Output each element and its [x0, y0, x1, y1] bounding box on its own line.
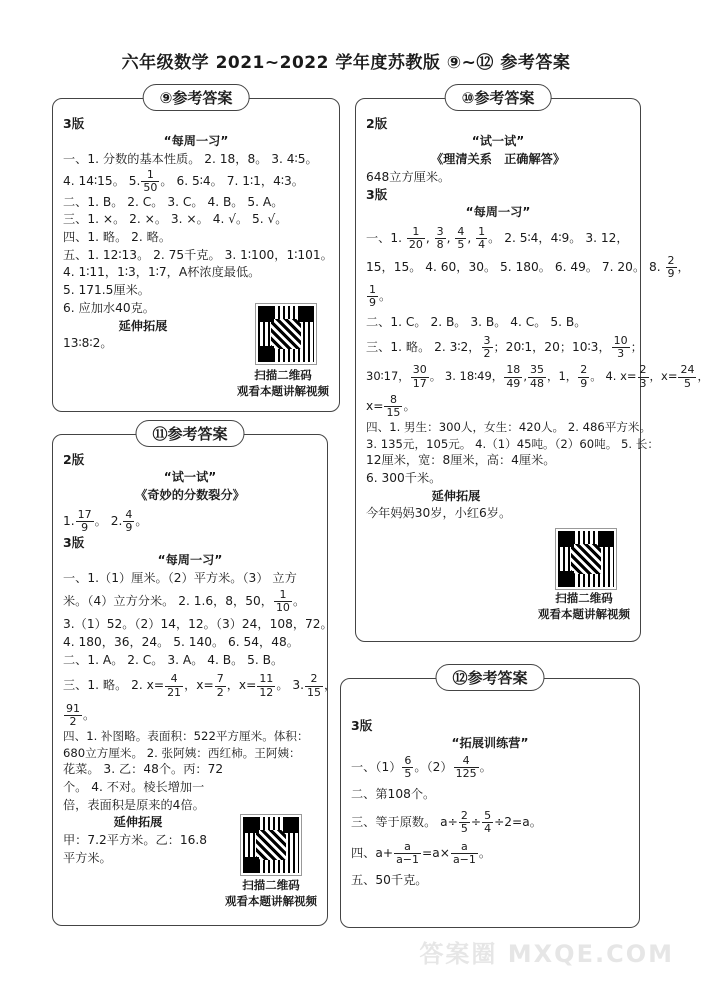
- answer-line: 倍，表面积是原来的4倍。: [63, 797, 205, 812]
- page-title: 六年级数学 2021~2022 学年度苏教版 ⑨~⑫ 参考答案: [121, 53, 571, 73]
- answer-line: 四、a+ $\frac{a}{a-1}$ =a× $\frac{a}{a-1}$ 。: [351, 839, 492, 866]
- fraction: $\frac{a}{a-1}$: [396, 839, 420, 866]
- answer-line: 二、1. C。 2. B。 3. B。 4. C。 5. B。: [366, 314, 587, 329]
- edition-label: 3版: [63, 534, 85, 550]
- answer-line: 甲：7.2平方米。乙：16.8: [63, 833, 208, 848]
- fraction: $\frac{35}{48}$: [529, 363, 544, 390]
- answer-line: 花菜。 3. 乙：48个。丙：72: [63, 762, 224, 777]
- edition-label: 3版: [351, 718, 373, 733]
- answer-line: 6. 应加水40克。: [63, 300, 155, 315]
- answer-line: 4. 180，36，24。 5. 140。 6. 54，48。: [63, 635, 299, 650]
- edition-label: 3版: [366, 187, 388, 203]
- answer-line: 三、1. 略。 2. 3∶2， $\frac{3}{2}$ ；20∶1，20；10∶3， $\frac{10}{3}$ ；: [366, 334, 643, 361]
- fraction: $\frac{1}{9}$: [369, 283, 376, 310]
- answer-line: 个。 4. 不对。棱长增加一: [63, 780, 205, 795]
- fraction: $\frac{4}{5}$: [457, 225, 465, 252]
- answer-line: 平方米。: [63, 850, 112, 865]
- answer-line: 二、1. A。 2. C。 3. A。 4. B。 5. B。: [63, 652, 284, 667]
- answer-line: 5. 171.5厘米。: [63, 283, 150, 298]
- answer-line: 四、1. 略。 2. 略。: [63, 230, 172, 245]
- edition-label: 3版: [63, 116, 85, 131]
- answer-line: 3.（1）52。（2）14，12。（3）24，108，72。: [63, 617, 333, 632]
- fraction: $\frac{8}{15}$: [386, 392, 401, 419]
- edition-label: 2版: [63, 452, 85, 467]
- fraction: $\frac{7}{2}$: [216, 672, 224, 699]
- fraction: $\frac{2}{9}$: [580, 363, 588, 390]
- panel-header-12: ⑫参考答案: [435, 664, 544, 691]
- answer-line: x= $\frac{8}{15}$ 。: [366, 392, 416, 419]
- section-title: “拓展训练营”: [451, 736, 529, 751]
- qr-code[interactable]: [556, 529, 616, 589]
- section-title: “每周一习”: [163, 134, 229, 149]
- answer-line: 3. 135元，105元。 4.（1）45吨。（2）60吨。 5. 长：: [366, 436, 659, 451]
- fraction: $\frac{10}{3}$: [613, 334, 628, 361]
- answer-line: 五、50千克。: [351, 873, 428, 888]
- answer-line: 13∶8∶2。: [63, 336, 113, 351]
- answer-panel-12: [340, 669, 640, 928]
- section-title: “试一试”: [471, 134, 525, 149]
- answer-line: 一、（1） $\frac{6}{5}$ 。（2） $\frac{4}{125}$ 。: [351, 753, 492, 780]
- answer-line: 五、1. 12∶13。 2. 75千克。 3. 1∶100，1∶101。: [63, 247, 333, 262]
- fraction: $\frac{5}{4}$: [484, 808, 492, 835]
- answer-line: 12厘米，宽：8厘米，高：4厘米。: [366, 453, 556, 468]
- edition-label: 2版: [366, 116, 388, 131]
- fraction: $\frac{4}{125}$: [455, 753, 477, 780]
- fraction: $\frac{11}{12}$: [259, 672, 274, 699]
- answer-line: 680立方厘米。 2. 张阿姨：西红柿。王阿姨：: [63, 745, 301, 760]
- answer-line: 一、1. 分数的基本性质。 2. 18，8。 3. 4∶5。: [63, 151, 318, 166]
- answer-line: 30∶17， $\frac{30}{17}$ 。 3. 18∶49， $\frac{18}{49}$ , $\frac{35}{48}$ ，1， $\frac{2}{9}$ 。 4. x= $\frac{2}{3}$ ，x= $\frac{24}{5}$ ，: [366, 363, 709, 390]
- answer-line: 二、1. B。 2. C。 3. C。 4. B。 5. A。: [63, 194, 284, 209]
- qr-code[interactable]: [241, 815, 301, 875]
- answer-line: 今年妈妈30岁，小红6岁。: [366, 506, 512, 521]
- fraction: $\frac{1}{20}$: [408, 225, 423, 252]
- subtitle: 《理清关系 正确解答》: [430, 151, 566, 166]
- fraction: $\frac{2}{15}$: [307, 672, 322, 699]
- panel-body-12: [351, 717, 629, 890]
- fraction: $\frac{2}{3}$: [639, 363, 647, 390]
- answer-line: 三、等于原数。 a÷ $\frac{2}{5}$ ÷ $\frac{5}{4}$ ÷2=a。: [351, 808, 542, 835]
- panel-header-10: ⑩参考答案: [445, 84, 552, 111]
- qr-caption: 扫描二维码 观看本题讲解视频: [538, 591, 630, 622]
- qr-caption: 扫描二维码 观看本题讲解视频: [237, 368, 329, 399]
- answer-line: 一、1. $\frac{1}{20}$ , $\frac{3}{8}$ , $\frac{4}{5}$ , $\frac{1}{4}$ 。 2. 5∶4，4∶9。 3. 12，: [366, 225, 629, 252]
- panel-body-11: [63, 451, 337, 868]
- fraction: $\frac{3}{2}$: [483, 334, 491, 361]
- extension-title: 延伸拓展: [118, 318, 168, 333]
- fraction: $\frac{1}{4}$: [478, 225, 486, 252]
- answer-panel-11: [52, 425, 337, 926]
- fraction: $\frac{30}{17}$: [412, 363, 427, 390]
- panel-header-9: ⑨参考答案: [143, 84, 250, 111]
- watermark: 答案圈 MXQE.COM: [419, 940, 674, 969]
- fraction: $\frac{1}{10}$: [275, 588, 290, 615]
- extension-title: 延伸拓展: [431, 488, 481, 503]
- section-title: “每周一习”: [157, 552, 223, 567]
- fraction: $\frac{18}{49}$: [506, 363, 521, 390]
- fraction: $\frac{6}{5}$: [404, 753, 412, 780]
- answer-panel-9: [52, 89, 340, 412]
- fraction: $\frac{17}{9}$: [77, 507, 92, 534]
- answer-panel-10: [355, 89, 709, 642]
- fraction: $\frac{2}{9}$: [667, 254, 675, 281]
- section-title: “每周一习”: [465, 205, 531, 220]
- fraction: $\frac{3}{8}$: [436, 225, 444, 252]
- answer-line: 4. 1∶11，1∶3，1∶7，A杯浓度最低。: [63, 265, 261, 280]
- qr-caption: 扫描二维码 观看本题讲解视频: [225, 878, 317, 909]
- answer-line: 15，15。 4. 60，30。 5. 180。 6. 49。 7. 20。 8. $\frac{2}{9}$ ，: [366, 254, 690, 281]
- qr-code[interactable]: [256, 304, 316, 364]
- fraction: $\frac{91}{2}$: [66, 701, 80, 728]
- answer-line: $\frac{1}{9}$ 。: [369, 283, 392, 310]
- answer-line: 一、1.（1）厘米。（2）平方米。（3） 立方: [63, 570, 297, 585]
- answer-line: 四、1. 男生：300人，女生：420人。 2. 486平方米。: [366, 419, 652, 434]
- fraction: $\frac{4}{21}$: [167, 672, 182, 699]
- fraction: $\frac{a}{a-1}$: [452, 839, 476, 866]
- answer-line: $\frac{91}{2}$ 。: [66, 701, 96, 728]
- answer-line: 648立方厘米。: [366, 169, 451, 184]
- section-title: “试一试”: [163, 470, 217, 485]
- fraction: $\frac{4}{9}$: [125, 507, 133, 534]
- fraction: $\frac{1}{50}$: [143, 167, 158, 194]
- answer-line: 1. $\frac{17}{9}$ 。 2. $\frac{4}{9}$ 。: [63, 507, 148, 534]
- answer-line: 四、1. 补图略。表面积：522平方厘米。体积：: [63, 728, 309, 743]
- fraction: $\frac{24}{5}$: [680, 363, 695, 390]
- panel-header-11: ⑪参考答案: [135, 420, 244, 447]
- subtitle: 《奇妙的分数裂分》: [135, 487, 245, 502]
- extension-title: 延伸拓展: [113, 815, 163, 830]
- answer-line: 4. 14∶15。 5. $\frac{1}{50}$ 。 6. 5∶4。 7. 1∶1，4∶3。: [63, 167, 304, 194]
- answer-line: 三、1. 略。 2. x= $\frac{4}{21}$ ，x= $\frac{7}{2}$ ，x= $\frac{11}{12}$ 。 3. $\frac{2}{15}$ ，: [63, 672, 337, 699]
- fraction: $\frac{2}{5}$: [460, 808, 468, 835]
- panel-body-10: [366, 115, 709, 523]
- answer-line: 6. 300千米。: [366, 471, 442, 486]
- answer-line: 二、第108个。: [351, 787, 436, 801]
- answer-line: 三、1. ×。 2. ×。 3. ×。 4. √。 5. √。: [63, 212, 288, 227]
- answer-line: 米。（4）立方分米。 2. 1.6，8，50， $\frac{1}{10}$ 。: [63, 588, 306, 615]
